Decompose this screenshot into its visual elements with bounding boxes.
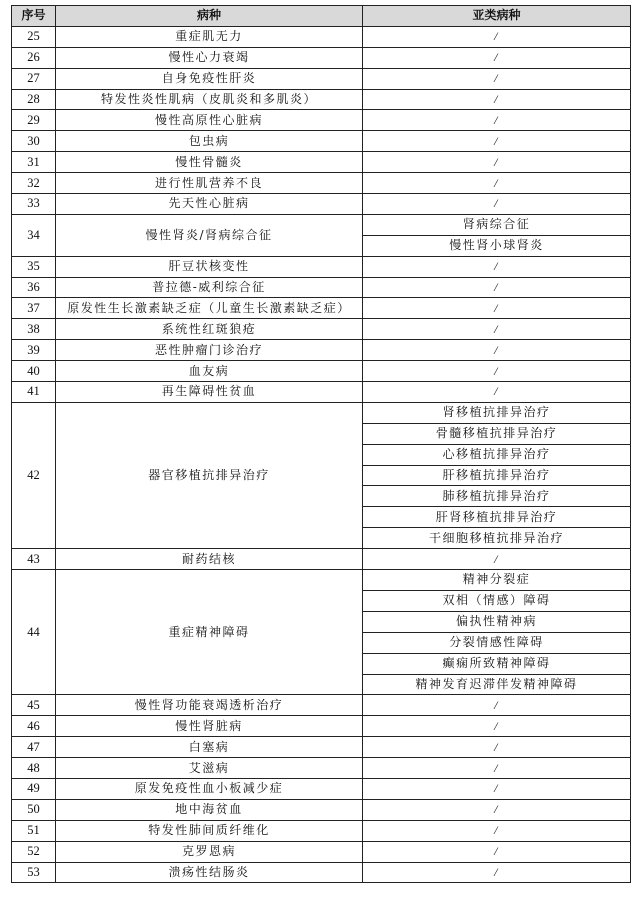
subtype-none: / — [363, 820, 631, 841]
subtype-none: / — [363, 549, 631, 570]
table-row — [12, 131, 631, 152]
row-number: 26 — [12, 47, 56, 68]
row-number: 46 — [12, 716, 56, 737]
disease-name: 地中海贫血 — [56, 799, 363, 820]
disease-name: 先天性心脏病 — [56, 194, 363, 215]
disease-name: 慢性骨髓炎 — [56, 152, 363, 173]
table-row — [12, 256, 631, 277]
row-number: 43 — [12, 549, 56, 570]
disease-name: 耐药结核 — [56, 549, 363, 570]
row-number: 29 — [12, 110, 56, 131]
subtype-none: / — [363, 737, 631, 758]
disease-name: 进行性肌营养不良 — [56, 173, 363, 194]
disease-name: 恶性肿瘤门诊治疗 — [56, 340, 363, 361]
disease-name: 重症肌无力 — [56, 26, 363, 47]
subtype-name: 双相（情感）障碍 — [363, 590, 631, 611]
table-row — [12, 298, 631, 319]
disease-name: 自身免疫性肝炎 — [56, 68, 363, 89]
disease-name: 普拉德-威利综合征 — [56, 277, 363, 298]
subtype-none: / — [363, 194, 631, 215]
header-subtype: 亚类病种 — [363, 6, 631, 27]
header-disease: 病种 — [56, 6, 363, 27]
subtype-none: / — [363, 695, 631, 716]
subtype-none: / — [363, 361, 631, 382]
table-row — [12, 26, 631, 47]
row-number: 25 — [12, 26, 56, 47]
subtype-none: / — [363, 716, 631, 737]
disease-name: 原发免疫性血小板减少症 — [56, 778, 363, 799]
disease-name: 重症精神障碍 — [56, 570, 363, 695]
subtype-none: / — [363, 799, 631, 820]
subtype-none: / — [363, 778, 631, 799]
subtype-none: / — [363, 277, 631, 298]
header-num: 序号 — [12, 6, 56, 27]
table-row — [12, 382, 631, 403]
table-row — [12, 799, 631, 820]
table-row — [12, 716, 631, 737]
table-row — [12, 862, 631, 883]
subtype-none: / — [363, 68, 631, 89]
disease-name: 特发性炎性肌病（皮肌炎和多肌炎） — [56, 89, 363, 110]
row-number: 44 — [12, 570, 56, 695]
disease-name: 血友病 — [56, 361, 363, 382]
subtype-none: / — [363, 340, 631, 361]
disease-name: 系统性红斑狼疮 — [56, 319, 363, 340]
row-number: 30 — [12, 131, 56, 152]
row-number: 27 — [12, 68, 56, 89]
row-number: 41 — [12, 382, 56, 403]
disease-name: 慢性肾功能衰竭透析治疗 — [56, 695, 363, 716]
table-row — [12, 173, 631, 194]
subtype-name: 干细胞移植抗排异治疗 — [363, 528, 631, 549]
disease-name: 慢性心力衰竭 — [56, 47, 363, 68]
subtype-name: 精神分裂症 — [363, 570, 631, 591]
subtype-name: 精神发育迟滞伴发精神障碍 — [363, 674, 631, 695]
subtype-name: 骨髓移植抗排异治疗 — [363, 423, 631, 444]
subtype-none: / — [363, 47, 631, 68]
disease-name: 溃疡性结肠炎 — [56, 862, 363, 883]
table-row — [12, 340, 631, 361]
disease-name: 慢性肾脏病 — [56, 716, 363, 737]
disease-name: 特发性肺间质纤维化 — [56, 820, 363, 841]
subtype-name: 心移植抗排异治疗 — [363, 444, 631, 465]
table-row — [12, 152, 631, 173]
table-row — [12, 319, 631, 340]
subtype-name: 肾病综合征 — [363, 214, 631, 235]
disease-table — [11, 5, 631, 883]
table-row — [12, 570, 631, 591]
row-number: 34 — [12, 214, 56, 256]
subtype-name: 肺移植抗排异治疗 — [363, 486, 631, 507]
row-number: 39 — [12, 340, 56, 361]
row-number: 49 — [12, 778, 56, 799]
subtype-none: / — [363, 862, 631, 883]
disease-name: 艾滋病 — [56, 758, 363, 779]
table-row — [12, 277, 631, 298]
row-number: 38 — [12, 319, 56, 340]
table-row — [12, 68, 631, 89]
row-number: 37 — [12, 298, 56, 319]
table-row — [12, 47, 631, 68]
disease-name: 器官移植抗排异治疗 — [56, 402, 363, 548]
row-number: 36 — [12, 277, 56, 298]
subtype-none: / — [363, 173, 631, 194]
table-row — [12, 194, 631, 215]
subtype-name: 肝肾移植抗排异治疗 — [363, 507, 631, 528]
row-number: 51 — [12, 820, 56, 841]
subtype-name: 慢性肾小球肾炎 — [363, 235, 631, 256]
subtype-none: / — [363, 298, 631, 319]
table-row — [12, 214, 631, 235]
row-number: 45 — [12, 695, 56, 716]
subtype-name: 分裂情感性障碍 — [363, 632, 631, 653]
table-row — [12, 402, 631, 423]
table-row — [12, 820, 631, 841]
disease-name: 克罗恩病 — [56, 841, 363, 862]
row-number: 47 — [12, 737, 56, 758]
table-row — [12, 89, 631, 110]
table-body — [12, 26, 631, 883]
row-number: 33 — [12, 194, 56, 215]
row-number: 53 — [12, 862, 56, 883]
row-number: 50 — [12, 799, 56, 820]
disease-name: 再生障碍性贫血 — [56, 382, 363, 403]
table-row — [12, 737, 631, 758]
subtype-none: / — [363, 841, 631, 862]
disease-name: 包虫病 — [56, 131, 363, 152]
table-row — [12, 110, 631, 131]
subtype-none: / — [363, 758, 631, 779]
subtype-none: / — [363, 152, 631, 173]
subtype-none: / — [363, 110, 631, 131]
subtype-name: 偏执性精神病 — [363, 611, 631, 632]
table-header — [12, 6, 631, 27]
row-number: 40 — [12, 361, 56, 382]
subtype-name: 癫痫所致精神障碍 — [363, 653, 631, 674]
row-number: 31 — [12, 152, 56, 173]
row-number: 35 — [12, 256, 56, 277]
subtype-none: / — [363, 131, 631, 152]
subtype-none: / — [363, 382, 631, 403]
subtype-name: 肾移植抗排异治疗 — [363, 402, 631, 423]
disease-name: 白塞病 — [56, 737, 363, 758]
header-row — [12, 6, 631, 27]
subtype-none: / — [363, 319, 631, 340]
table-row — [12, 549, 631, 570]
row-number: 52 — [12, 841, 56, 862]
row-number: 28 — [12, 89, 56, 110]
subtype-none: / — [363, 26, 631, 47]
table-row — [12, 841, 631, 862]
disease-name: 慢性肾炎/肾病综合征 — [56, 214, 363, 256]
table-row — [12, 695, 631, 716]
row-number: 48 — [12, 758, 56, 779]
disease-name: 慢性高原性心脏病 — [56, 110, 363, 131]
disease-name: 原发性生长激素缺乏症（儿童生长激素缺乏症） — [56, 298, 363, 319]
subtype-none: / — [363, 256, 631, 277]
table-row — [12, 758, 631, 779]
subtype-none: / — [363, 89, 631, 110]
row-number: 42 — [12, 402, 56, 548]
row-number: 32 — [12, 173, 56, 194]
disease-name: 肝豆状核变性 — [56, 256, 363, 277]
table-row — [12, 778, 631, 799]
table-row — [12, 361, 631, 382]
subtype-name: 肝移植抗排异治疗 — [363, 465, 631, 486]
